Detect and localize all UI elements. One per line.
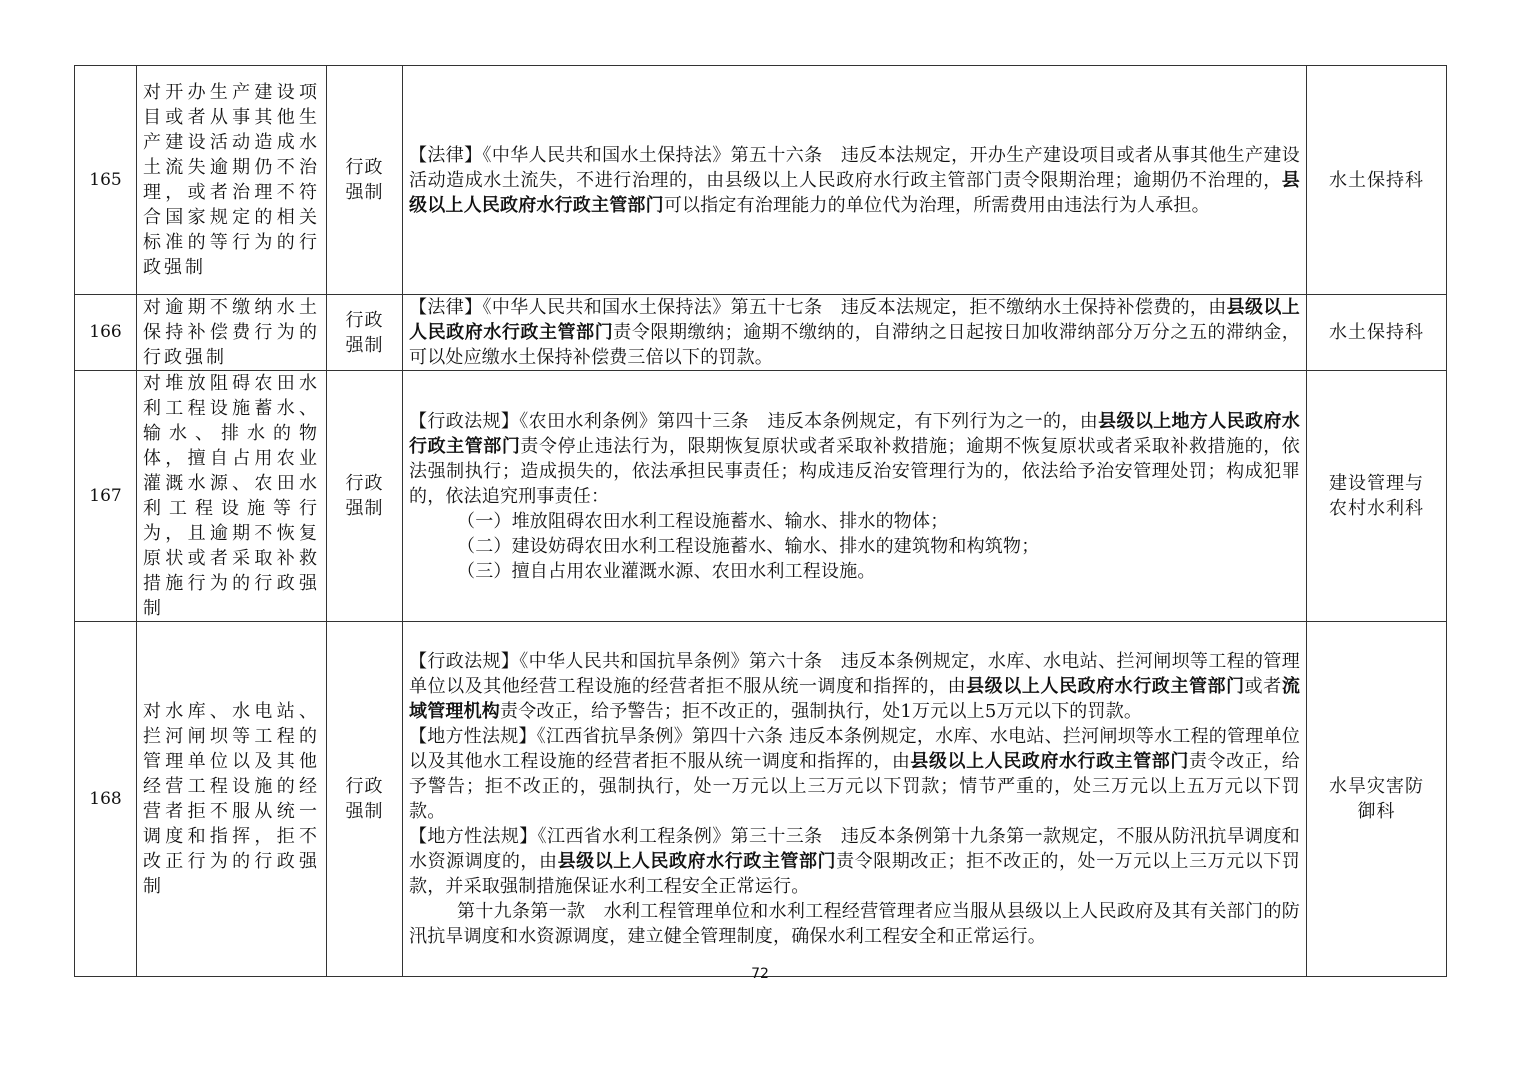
item-name-cell: 对逾期不缴纳水土保持补偿费行为的行政强制 xyxy=(137,295,327,371)
authority-highlight: 县级以上人民政府水行政主管部门 xyxy=(910,751,1189,772)
item-type-cell xyxy=(327,371,403,622)
legal-basis-paragraph xyxy=(409,409,1300,509)
item-name-cell: 对水库、水电站、拦河闸坝等工程的管理单位以及其他经营工程设施的经营者拒不服从统一调度和指挥，拒不改正行为的行政强制 xyxy=(137,622,327,977)
item-type-line: 强制 xyxy=(345,334,384,356)
legal-basis-cell xyxy=(403,66,1307,295)
table-row xyxy=(75,371,1447,622)
legal-text: 【地方性法规】《江西省抗旱条例》第四十六条 违反本条例规定，水库、水电站、拦河闸坝等水工程的管理单位以及其他水工程设施的经营者拒不服从统一调度和指挥的，由 xyxy=(409,726,1300,772)
legal-text: 责令限期改正；拒不改正的，处一万元以上三万元以下罚款，并采取强制措施保证水利工程安全正常运行。 xyxy=(409,851,1301,897)
department-cell xyxy=(1307,66,1447,295)
row-number-cell: 166 xyxy=(75,295,137,371)
authority-highlight: 县级以上人民政府水行政主管部门 xyxy=(409,297,1300,343)
legal-basis-paragraph xyxy=(409,143,1300,218)
legal-text: 可以指定有治理能力的单位代为治理，所需费用由违法行为人承担。 xyxy=(663,194,1210,216)
item-type-line: 行政 xyxy=(345,776,384,797)
legal-basis-cell xyxy=(403,622,1307,977)
legal-text: （一）堆放阻碍农田水利工程设施蓄水、输水、排水的物体； xyxy=(457,510,949,532)
legal-basis-cell xyxy=(403,295,1307,371)
authority-highlight: 县级以上人民政府水行政主管部门 xyxy=(557,851,837,872)
legal-text: 【行政法规】《农田水利条例》第四十三条 违反本条例规定，有下列行为之一的，由 xyxy=(409,410,1099,432)
legal-basis-paragraph xyxy=(409,649,1300,724)
item-type-line: 强制 xyxy=(345,801,384,822)
legal-basis-paragraph xyxy=(409,559,1300,584)
row-number-cell: 165 xyxy=(75,66,137,295)
department-line: 水旱灾害防 xyxy=(1329,776,1424,797)
legal-basis-paragraph xyxy=(409,824,1300,899)
item-type-cell xyxy=(327,66,403,295)
item-type-line: 行政 xyxy=(345,309,384,331)
page-number: 72 xyxy=(751,966,769,982)
department-line: 水土保持科 xyxy=(1329,322,1424,343)
legal-text: （二）建设妨碍农田水利工程设施蓄水、输水、排水的建筑物和构筑物； xyxy=(457,535,1040,557)
legal-text: 责令限期缴纳；逾期不缴纳的，自滞纳之日起按日加收滞纳部分万分之五的滞纳金，可以处应缴水土保持补偿费三倍以下的罚款。 xyxy=(409,322,1300,368)
authority-highlight: 县级以上人民政府水行政主管部门 xyxy=(966,676,1245,697)
department-cell xyxy=(1307,295,1447,371)
table-row xyxy=(75,622,1447,977)
legal-text: 责令改正，给予警告；拒不改正的，强制执行，处一万元以上三万元以下罚款；情节严重的，处三万元以上五万元以下罚款。 xyxy=(409,751,1301,822)
row-number-cell: 168 xyxy=(75,622,137,977)
department-line: 水土保持科 xyxy=(1329,169,1424,191)
item-name-cell: 对开办生产建设项目或者从事其他生产建设活动造成水土流失逾期仍不治理，或者治理不符合国家规定的相关标准的等行为的行政强制 xyxy=(137,66,327,295)
table-row xyxy=(75,66,1447,295)
legal-text: 或者 xyxy=(1244,676,1282,697)
item-type-cell xyxy=(327,622,403,977)
legal-text: 【法律】《中华人民共和国水土保持法》第五十七条 违反本法规定，拒不缴纳水土保持补偿费的，由 xyxy=(409,297,1227,318)
table-row xyxy=(75,295,1447,371)
department-line: 农村水利科 xyxy=(1329,498,1424,519)
department-line: 御科 xyxy=(1357,801,1396,822)
item-type-line: 行政 xyxy=(345,157,384,178)
legal-basis-paragraph xyxy=(409,899,1300,949)
legal-basis-paragraph xyxy=(409,724,1300,824)
legal-text: 第十九条第一款 水利工程管理单位和水利工程经营管理者应当服从县级以上人民政府及其有关部门的防汛抗旱调度和水资源调度，建立健全管理制度，确保水利工程安全和正常运行。 xyxy=(409,901,1300,947)
row-number-cell: 167 xyxy=(75,371,137,622)
department-cell xyxy=(1307,622,1447,977)
item-type-line: 强制 xyxy=(345,182,384,203)
authority-highlight: 流域管理机构 xyxy=(409,676,1301,722)
item-name-cell: 对堆放阻碍农田水利工程设施蓄水、输水、排水的物体，擅自占用农业灌溉水源、农田水利工程设施等行为，且逾期不恢复原状或者采取补救措施行为的行政强制 xyxy=(137,371,327,622)
legal-basis-paragraph xyxy=(409,509,1300,534)
legal-basis-paragraph xyxy=(409,295,1300,370)
department-cell xyxy=(1307,371,1447,622)
legal-text: 【行政法规】《中华人民共和国抗旱条例》第六十条 违反本条例规定，水库、水电站、拦河闸坝等工程的管理单位以及其他经营工程设施的经营者拒不服从统一调度和指挥的，由 xyxy=(409,651,1300,697)
legal-text: 责令改正，给予警告；拒不改正的，强制执行，处1万元以上5万元以下的罚款。 xyxy=(500,701,1143,722)
item-type-line: 行政 xyxy=(345,473,384,494)
enforcement-table xyxy=(74,65,1447,977)
authority-highlight: 县级以上人民政府水行政主管部门 xyxy=(409,169,1300,216)
item-type-line: 强制 xyxy=(345,498,384,519)
legal-text: 【地方性法规】《江西省水利工程条例》第三十三条 违反本条例第十九条第一款规定，不服从防汛抗旱调度和水资源调度的，由 xyxy=(409,826,1300,872)
department-line: 建设管理与 xyxy=(1329,473,1424,494)
legal-text: 责令停止违法行为，限期恢复原状或者采取补救措施；逾期不恢复原状或者采取补救措施的，依法强制执行；造成损失的，依法承担民事责任；构成违反治安管理行为的，依法给予治安管理处罚；构成犯罪的，依法追究刑事责任： xyxy=(409,435,1300,507)
authority-highlight: 县级以上地方人民政府水行政主管部门 xyxy=(409,410,1300,457)
legal-basis-paragraph xyxy=(409,534,1300,559)
legal-text: （三）擅自占用农业灌溉水源、农田水利工程设施。 xyxy=(457,560,876,582)
legal-text: 【法律】《中华人民共和国水土保持法》第五十六条 违反本法规定，开办生产建设项目或者从事其他生产建设活动造成水土流失，不进行治理的，由县级以上人民政府水行政主管部门责令限期治理；逾期仍不治理的， xyxy=(409,144,1300,191)
legal-basis-cell xyxy=(403,371,1307,622)
item-type-cell xyxy=(327,295,403,371)
